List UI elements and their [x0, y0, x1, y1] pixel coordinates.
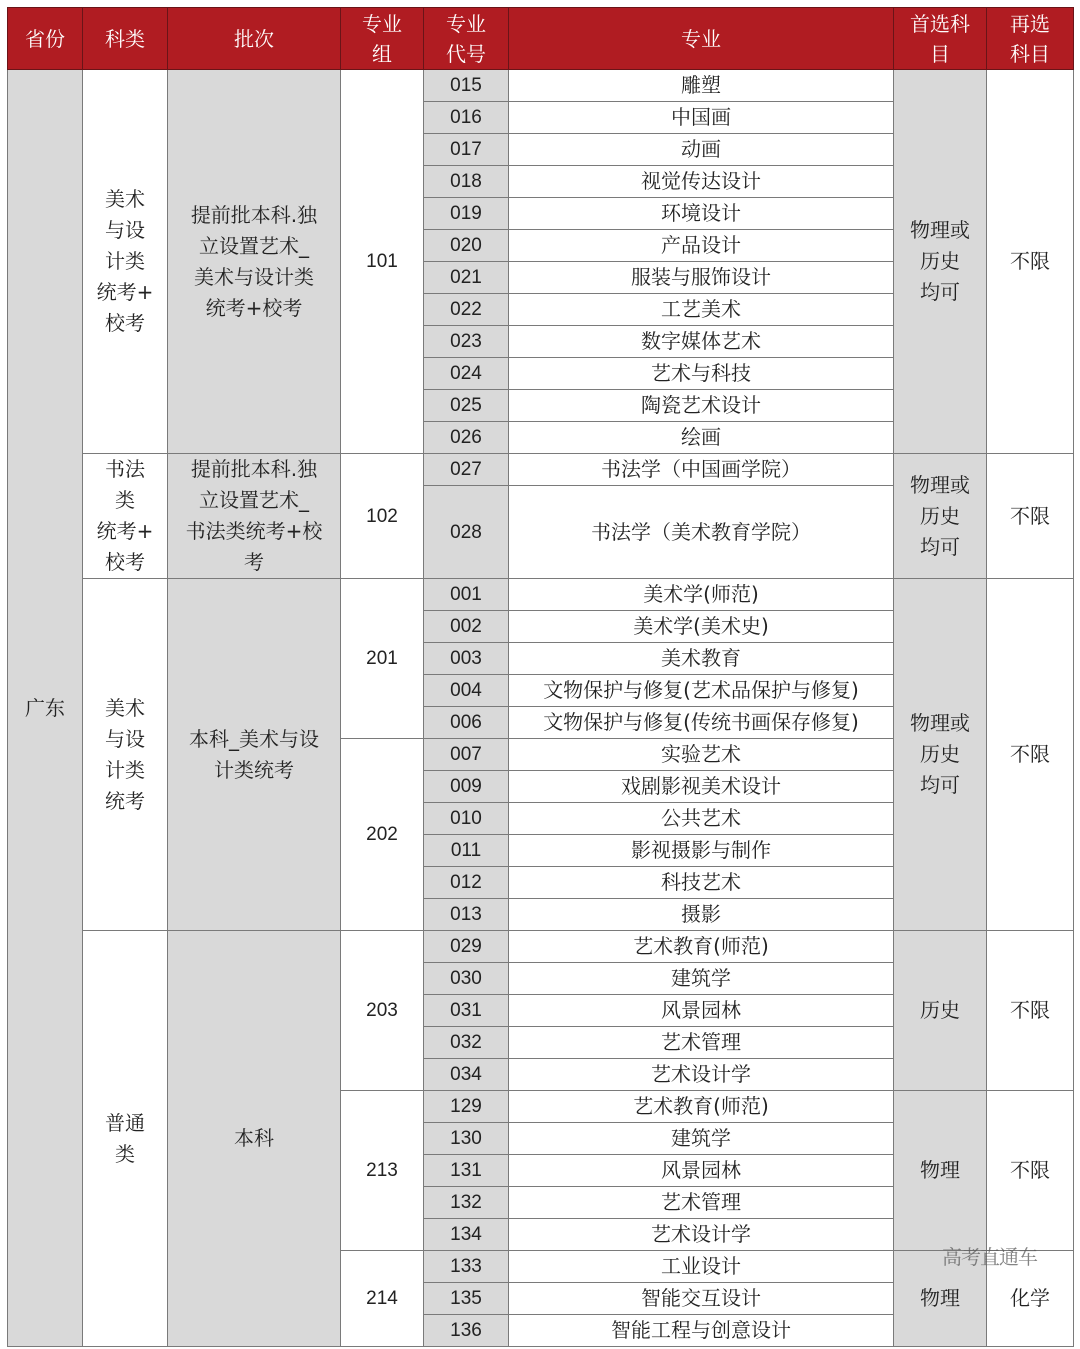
major-name-cell: 影视摄影与制作 — [509, 835, 894, 867]
major-code-cell: 004 — [424, 675, 509, 707]
major-code-cell: 002 — [424, 611, 509, 643]
major-name-cell: 动画 — [509, 134, 894, 166]
table-row — [8, 70, 1074, 102]
major-name-cell: 戏剧影视美术设计 — [509, 771, 894, 803]
batch-cell: 提前批本科.独 立设置艺术_ 书法类统考+校 考 — [168, 454, 341, 579]
major-code-cell: 136 — [424, 1315, 509, 1347]
major-code-cell: 007 — [424, 739, 509, 771]
first-subject-cell: 历史 — [894, 931, 987, 1091]
major-code-cell: 032 — [424, 1027, 509, 1059]
major-name-cell: 艺术设计学 — [509, 1219, 894, 1251]
major-code-cell: 015 — [424, 70, 509, 102]
admission-table — [7, 7, 1074, 1347]
category-cell: 美术 与设 计类 统考+ 校考 — [83, 70, 168, 454]
major-name-cell: 中国画 — [509, 102, 894, 134]
first-subject-cell: 物理或 历史 均可 — [894, 70, 987, 454]
major-code-cell: 129 — [424, 1091, 509, 1123]
major-name-cell: 美术教育 — [509, 643, 894, 675]
major-name-cell: 艺术设计学 — [509, 1059, 894, 1091]
major-code-cell: 016 — [424, 102, 509, 134]
major-code-cell: 034 — [424, 1059, 509, 1091]
major-code-cell: 135 — [424, 1283, 509, 1315]
second-subject-cell: 不限 — [987, 454, 1074, 579]
group-cell: 214 — [341, 1251, 424, 1347]
group-cell: 213 — [341, 1091, 424, 1251]
major-name-cell: 视觉传达设计 — [509, 166, 894, 198]
second-subject-cell: 化学 — [987, 1251, 1074, 1347]
major-code-cell: 030 — [424, 963, 509, 995]
header-second-subject: 再选 科目 — [987, 8, 1074, 70]
major-code-cell: 011 — [424, 835, 509, 867]
major-code-cell: 031 — [424, 995, 509, 1027]
major-name-cell: 智能交互设计 — [509, 1283, 894, 1315]
batch-cell: 本科 — [168, 931, 341, 1347]
major-code-cell: 026 — [424, 422, 509, 454]
header-province: 省份 — [8, 8, 83, 70]
group-cell: 102 — [341, 454, 424, 579]
major-name-cell: 科技艺术 — [509, 867, 894, 899]
header-group: 专业 组 — [341, 8, 424, 70]
table-row — [8, 454, 1074, 486]
major-code-cell: 027 — [424, 454, 509, 486]
major-name-cell: 实验艺术 — [509, 739, 894, 771]
major-name-cell: 文物保护与修复(传统书画保存修复) — [509, 707, 894, 739]
major-code-cell: 019 — [424, 198, 509, 230]
major-name-cell: 陶瓷艺术设计 — [509, 390, 894, 422]
first-subject-cell: 物理 — [894, 1091, 987, 1251]
major-code-cell: 023 — [424, 326, 509, 358]
major-code-cell: 001 — [424, 579, 509, 611]
table-row — [8, 931, 1074, 963]
major-code-cell: 017 — [424, 134, 509, 166]
header-major: 专业 — [509, 8, 894, 70]
category-cell: 书法 类 统考+ 校考 — [83, 454, 168, 579]
major-code-cell: 020 — [424, 230, 509, 262]
major-name-cell: 工业设计 — [509, 1251, 894, 1283]
major-code-cell: 029 — [424, 931, 509, 963]
major-name-cell: 书法学（美术教育学院） — [509, 486, 894, 579]
major-name-cell: 艺术与科技 — [509, 358, 894, 390]
major-code-cell: 130 — [424, 1123, 509, 1155]
major-code-cell: 134 — [424, 1219, 509, 1251]
major-name-cell: 建筑学 — [509, 1123, 894, 1155]
group-cell: 202 — [341, 739, 424, 931]
major-name-cell: 环境设计 — [509, 198, 894, 230]
header-first-subject: 首选科 目 — [894, 8, 987, 70]
major-name-cell: 风景园林 — [509, 1155, 894, 1187]
major-code-cell: 028 — [424, 486, 509, 579]
second-subject-cell: 不限 — [987, 70, 1074, 454]
major-code-cell: 133 — [424, 1251, 509, 1283]
province-cell: 广东 — [8, 70, 83, 1347]
major-code-cell: 010 — [424, 803, 509, 835]
major-code-cell: 021 — [424, 262, 509, 294]
major-name-cell: 建筑学 — [509, 963, 894, 995]
major-name-cell: 文物保护与修复(艺术品保护与修复) — [509, 675, 894, 707]
watermark: 高考直通车 — [942, 1245, 1037, 1269]
batch-cell: 提前批本科.独 立设置艺术_ 美术与设计类 统考+校考 — [168, 70, 341, 454]
major-name-cell: 服装与服饰设计 — [509, 262, 894, 294]
major-name-cell: 智能工程与创意设计 — [509, 1315, 894, 1347]
header-batch: 批次 — [168, 8, 341, 70]
major-code-cell: 131 — [424, 1155, 509, 1187]
major-code-cell: 012 — [424, 867, 509, 899]
major-code-cell: 025 — [424, 390, 509, 422]
group-cell: 101 — [341, 70, 424, 454]
group-cell: 203 — [341, 931, 424, 1091]
second-subject-cell: 不限 — [987, 931, 1074, 1091]
major-name-cell: 美术学(美术史) — [509, 611, 894, 643]
major-name-cell: 美术学(师范) — [509, 579, 894, 611]
major-code-cell: 003 — [424, 643, 509, 675]
major-name-cell: 产品设计 — [509, 230, 894, 262]
major-name-cell: 绘画 — [509, 422, 894, 454]
category-cell: 美术 与设 计类 统考 — [83, 579, 168, 931]
category-cell: 普通 类 — [83, 931, 168, 1347]
major-name-cell: 风景园林 — [509, 995, 894, 1027]
major-name-cell: 雕塑 — [509, 70, 894, 102]
first-subject-cell: 物理 — [894, 1251, 987, 1347]
major-code-cell: 132 — [424, 1187, 509, 1219]
second-subject-cell: 不限 — [987, 1091, 1074, 1251]
major-name-cell: 艺术教育(师范) — [509, 1091, 894, 1123]
major-name-cell: 艺术管理 — [509, 1027, 894, 1059]
major-name-cell: 艺术管理 — [509, 1187, 894, 1219]
major-code-cell: 022 — [424, 294, 509, 326]
major-name-cell: 书法学（中国画学院） — [509, 454, 894, 486]
table-row — [8, 579, 1074, 611]
header-category: 科类 — [83, 8, 168, 70]
major-code-cell: 024 — [424, 358, 509, 390]
major-code-cell: 009 — [424, 771, 509, 803]
major-code-cell: 006 — [424, 707, 509, 739]
major-name-cell: 公共艺术 — [509, 803, 894, 835]
group-cell: 201 — [341, 579, 424, 739]
major-code-cell: 018 — [424, 166, 509, 198]
first-subject-cell: 物理或 历史 均可 — [894, 579, 987, 931]
header-code: 专业 代号 — [424, 8, 509, 70]
header-row — [8, 8, 1074, 70]
major-name-cell: 数字媒体艺术 — [509, 326, 894, 358]
major-code-cell: 013 — [424, 899, 509, 931]
first-subject-cell: 物理或 历史 均可 — [894, 454, 987, 579]
major-name-cell: 艺术教育(师范) — [509, 931, 894, 963]
batch-cell: 本科_美术与设 计类统考 — [168, 579, 341, 931]
second-subject-cell: 不限 — [987, 579, 1074, 931]
major-name-cell: 工艺美术 — [509, 294, 894, 326]
major-name-cell: 摄影 — [509, 899, 894, 931]
